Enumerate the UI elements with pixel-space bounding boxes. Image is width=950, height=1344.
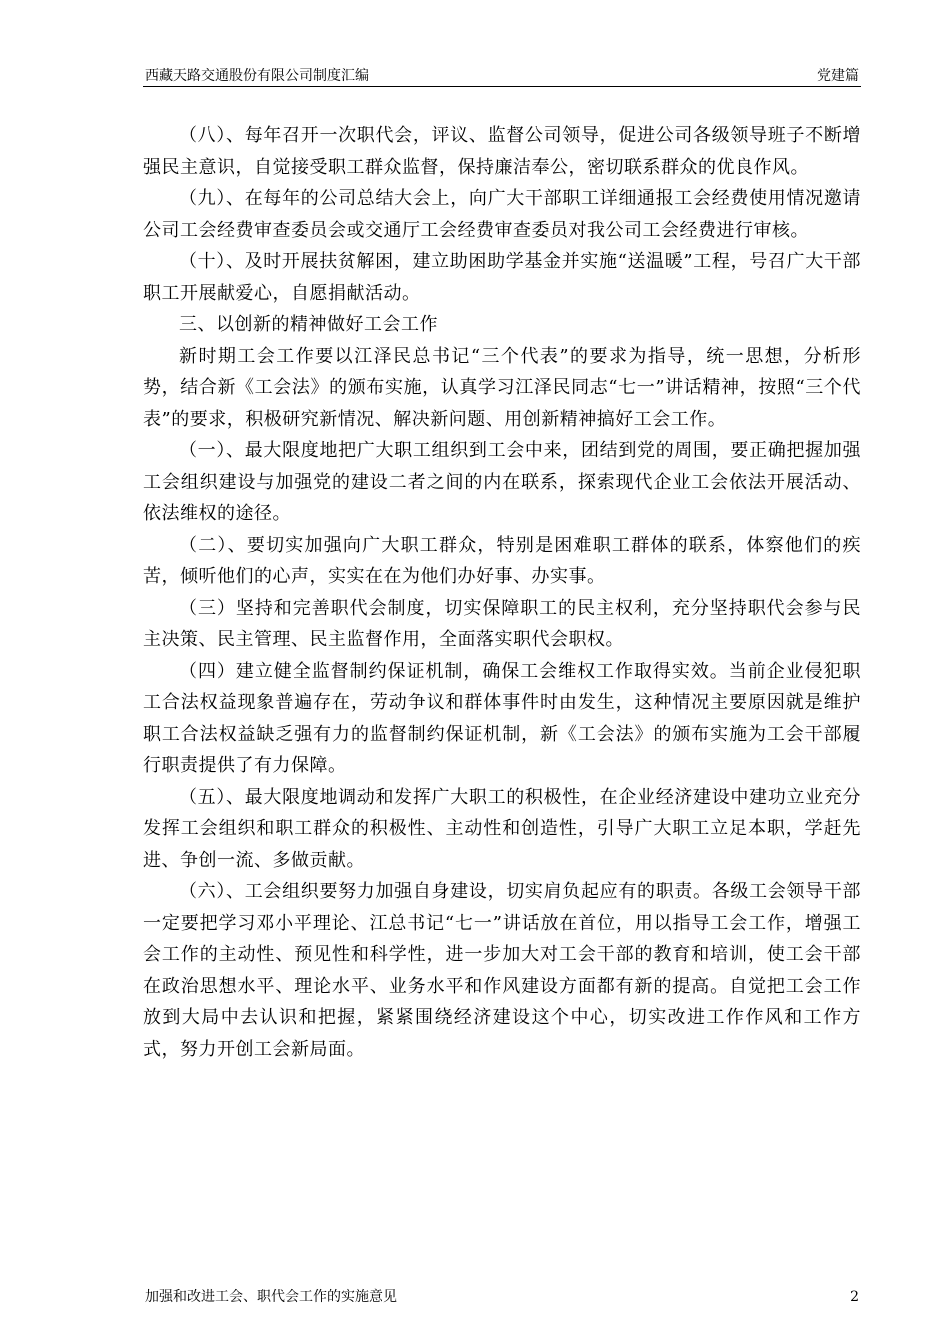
paragraph-item-6: （六）、工会组织要努力加强自身建设，切实肩负起应有的职责。各级工会领导干部一定要把学习邓小平理论、江总书记“七一”讲话放在首位，用以指导工会工作，增强工会工作的主动性、预见性和科学性，进一步加大对工会干部的教育和培训，使工会干部在政治思想水平、理论水平、业务水平和作风建设方面都有新的提高。自觉把工会工作放到大局中去认识和把握，紧紧围绕经济建设这个中心，切实改进工作作风和工作方式，努力开创工会新局面。 — [143, 881, 861, 1060]
paragraph-item-2: （二）、要切实加强向广大职工群众，特别是困难职工群体的联系，体察他们的疾苦，倾听他们的心声，实实在在为他们办好事、办实事。 — [143, 534, 861, 587]
page-footer — [143, 1287, 861, 1309]
page-header — [143, 64, 861, 87]
paragraph-item-4: （四）建立健全监督制约保证机制，确保工会维权工作取得实效。当前企业侵犯职工合法权益现象普遍存在，劳动争议和群体事件时由发生，这种情况主要原因就是维护职工合法权益缺乏强有力的监督制约保证机制，新《工会法》的颁布实施为工会干部履行职责提供了有力保障。 — [143, 660, 861, 776]
document-body — [143, 120, 861, 1065]
paragraph-item-8: （八）、每年召开一次职代会，评议、监督公司领导，促进公司各级领导班子不断增强民主意识，自觉接受职工群众监督，保持廉洁奉公，密切联系群众的优良作风。 — [143, 125, 861, 178]
paragraph-item-5: （五）、最大限度地调动和发挥广大职工的积极性，在企业经济建设中建功立业充分发挥工会组织和职工群众的积极性、主动性和创造性，引导广大职工立足本职，学赶先进、争创一流、多做贡献。 — [143, 786, 861, 871]
paragraph-item-9: （九）、在每年的公司总结大会上，向广大干部职工详细通报工会经费使用情况邀请公司工会经费审查委员会或交通厅工会经费审查委员对我公司工会经费进行审核。 — [143, 188, 861, 241]
paragraph-item-1: （一）、最大限度地把广大职工组织到工会中来，团结到党的周围，要正确把握加强工会组织建设与加强党的建设二者之间的内在联系，探索现代企业工会依法开展活动、依法维权的途径。 — [143, 440, 861, 524]
footer-document-title: 加强和改进工会、职代会工作的实施意见 — [145, 1289, 397, 1305]
page-number: 2 — [850, 1289, 859, 1305]
paragraph-item-3: （三）坚持和完善职代会制度，切实保障职工的民主权利，充分坚持职代会参与民主决策、民主管理、民主监督作用，全面落实职代会职权。 — [143, 597, 861, 650]
header-section-name: 党建篇 — [817, 68, 859, 84]
paragraph-item-10: （十）、及时开展扶贫解困，建立助困助学基金并实施“送温暖”工程，号召广大干部职工开展献爱心，自愿捐献活动。 — [143, 251, 861, 304]
header-document-title: 西藏天路交通股份有限公司制度汇编 — [145, 68, 369, 84]
paragraph-intro: 新时期工会工作要以江泽民总书记“三个代表”的要求为指导，统一思想，分析形势，结合新《工会法》的颁布实施，认真学习江泽民同志“七一”讲话精神，按照“三个代表”的要求，积极研究新情况、解决新问题、用创新精神搞好工会工作。 — [143, 345, 861, 430]
section-heading-3: 三、以创新的精神做好工会工作 — [179, 314, 438, 335]
